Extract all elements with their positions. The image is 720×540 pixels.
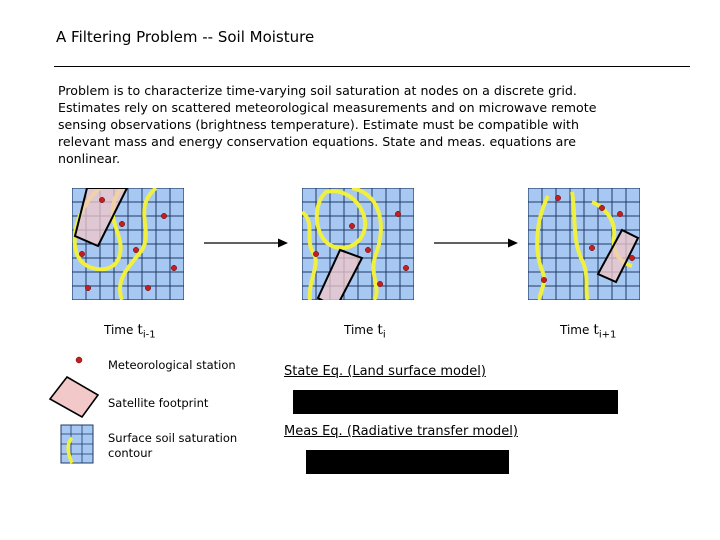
station-marker bbox=[171, 265, 176, 270]
station-marker bbox=[617, 211, 622, 216]
station-marker bbox=[629, 255, 634, 260]
problem-description: Problem is to characterize time-varying soil saturation at nodes on a discrete grid. Estimates rely on scattered meteorological measurements and on microwave remote sensing observations (brightness temperature). Estimate must be compatible with relevant mass and energy conservation equations. State and meas. equations are nonlinear. bbox=[58, 83, 597, 166]
legend-station-label: Meteorological station bbox=[108, 358, 236, 372]
station-marker bbox=[99, 197, 104, 202]
legend-footprint-label: Satellite footprint bbox=[108, 396, 209, 410]
legend-station-icon bbox=[74, 355, 84, 365]
station-marker bbox=[145, 285, 150, 290]
state-equation-label: State Eq. (Land surface model) bbox=[284, 364, 486, 379]
grid-panel-t bbox=[302, 188, 414, 300]
station-marker bbox=[349, 223, 354, 228]
station-marker bbox=[599, 205, 604, 210]
legend-contour-label: Surface soil saturation contour bbox=[108, 431, 238, 460]
station-marker bbox=[403, 265, 408, 270]
state-equation-redacted bbox=[293, 390, 618, 414]
station-marker bbox=[85, 285, 90, 290]
station-marker bbox=[377, 281, 382, 286]
time-arrow-icon bbox=[204, 236, 288, 250]
time-label-t-minus-1: Time $t_{i-1}$ bbox=[104, 322, 156, 341]
station-marker bbox=[161, 213, 166, 218]
slide-title: A Filtering Problem -- Soil Moisture bbox=[56, 28, 315, 46]
station-marker bbox=[313, 251, 318, 256]
time-label-t-plus-1: Time $t_{i+1}$ bbox=[560, 322, 617, 341]
station-marker bbox=[555, 195, 560, 200]
meas-equation-label: Meas Eq. (Radiative transfer model) bbox=[284, 424, 518, 439]
time-label-t: Time $t_i$ bbox=[344, 322, 386, 341]
legend-footprint-icon bbox=[46, 374, 102, 420]
station-marker bbox=[119, 221, 124, 226]
station-marker bbox=[133, 247, 138, 252]
title-divider bbox=[54, 66, 690, 67]
station-marker bbox=[79, 251, 84, 256]
meas-equation-redacted bbox=[306, 450, 509, 474]
time-arrow-icon bbox=[434, 236, 518, 250]
grid-panel-t-minus-1 bbox=[72, 188, 184, 300]
station-marker bbox=[589, 245, 594, 250]
station-marker bbox=[365, 247, 370, 252]
legend-contour-icon bbox=[60, 424, 94, 464]
station-marker bbox=[541, 277, 546, 282]
grid-panel-t-plus-1 bbox=[528, 188, 640, 300]
station-marker bbox=[395, 211, 400, 216]
